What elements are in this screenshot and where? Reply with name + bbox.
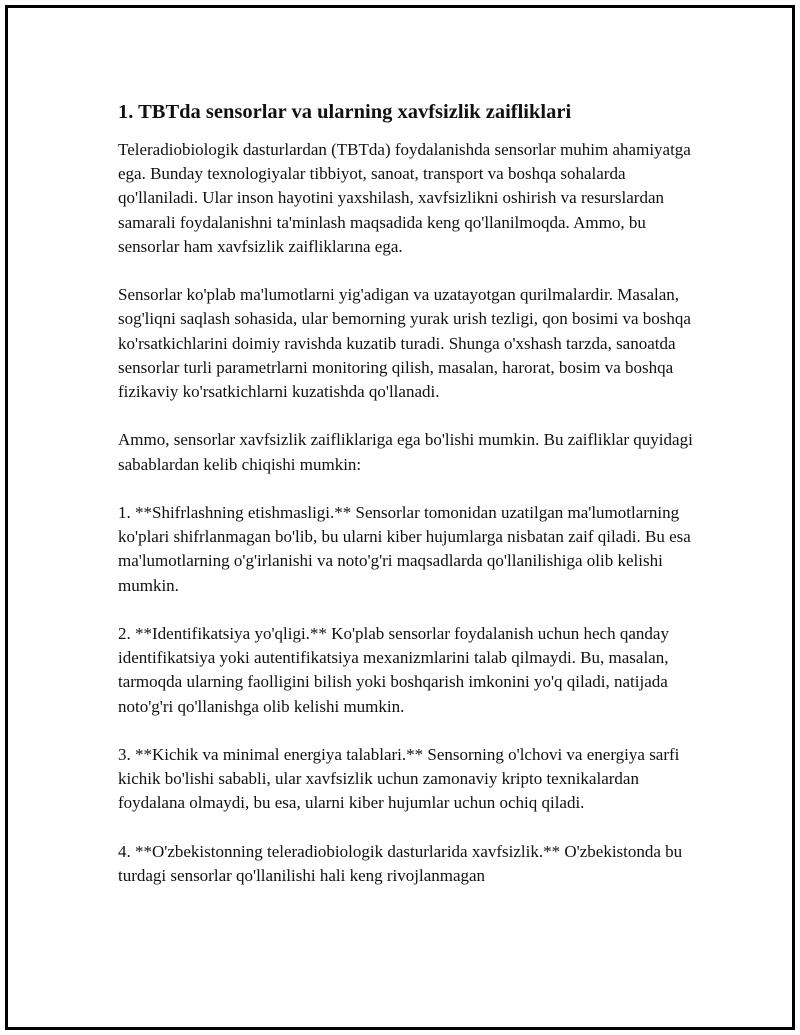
list-item-uzbekistan: 4. **O'zbekistonning teleradiobiologik dasturlarida xavfsizlik.** O'zbekistonda bu turdagi sensorlar qo'llanilishi hali keng rivojlanmagan <box>118 841 683 885</box>
paragraph-intro: Teleradiobiologik dasturlardan (TBTda) foydalanishda sensorlar muhim ahamiyatga ega. Bunday texnologiyalar tibbiyot, sanoat, transport va boshqa sohalarda qo'llaniladi. Ular inson hayotini yaxshilash, xavfsizlikni oshirish va resurslardan samarali foydalanishni ta'minlash maqsadida keng qo'llanilmoqda. Ammo, bu sensorlar ham xavfsizlik zaifliklarına ega. <box>118 140 691 256</box>
section-heading: 1. TBTda sensorlar va ularning xavfsizlik zaifliklari <box>118 101 572 123</box>
list-item-encryption: 1. **Shifrlashning etishmasligi.** Sensorlar tomonidan uzatilgan ma'lumotlarning ko'plari shifrlanmagan bo'lib, bu ularni kiber hujumlarga nisbatan zaif qiladi. Bu esa ma'lumotlarning o'g'irlanishi va noto'g'ri maqsadlarda qo'llanilishiga olib kelishi mumkin. <box>118 503 691 595</box>
paragraph-vulnerabilities-intro: Ammo, sensorlar xavfsizlik zaifliklariga ega bo'lishi mumkin. Bu zaifliklar quyidagi sabablardan kelib chiqishi mumkin: <box>118 430 693 474</box>
list-item-energy: 3. **Kichik va minimal energiya talablari.** Sensorning o'lchovi va energiya sarfi kichik bo'lishi sababli, ular xavfsizlik uchun zamonaviy kripto texnikalardan foydalana olmaydi, bu esa, ularni kiber hujumlar uchun ochiq qiladi. <box>118 745 680 813</box>
list-item-identification: 2. **Identifikatsiya yo'qligi.** Ko'plab sensorlar foydalanish uchun hech qanday identifikatsiya yoki autentifikatsiya mexanizmlarini talab qilmaydi. Bu, masalan, tarmoqda ularning faolligini bilish yoki boshqarish imkonini yo'q qiladi, natijada noto'g'ri qo'llanishga olib kelishi mumkin. <box>118 624 669 716</box>
document-body <box>118 100 708 912</box>
document-page <box>5 5 795 1030</box>
paragraph-sensors-overview: Sensorlar ko'plab ma'lumotlarni yig'adigan va uzatayotgan qurilmalardir. Masalan, sog'liqni saqlash sohasida, ular bemorning yurak urish tezligi, qon bosimi va boshqa ko'rsatkichlarini doimiy ravishda kuzatib turadi. Shunga o'xshash tarzda, sanoatda sensorlar turli parametrlarni monitoring qilish, masalan, harorat, bosim va boshqa fizikaviy ko'rsatkichlarni kuzatishda qo'llanadi. <box>118 285 691 402</box>
